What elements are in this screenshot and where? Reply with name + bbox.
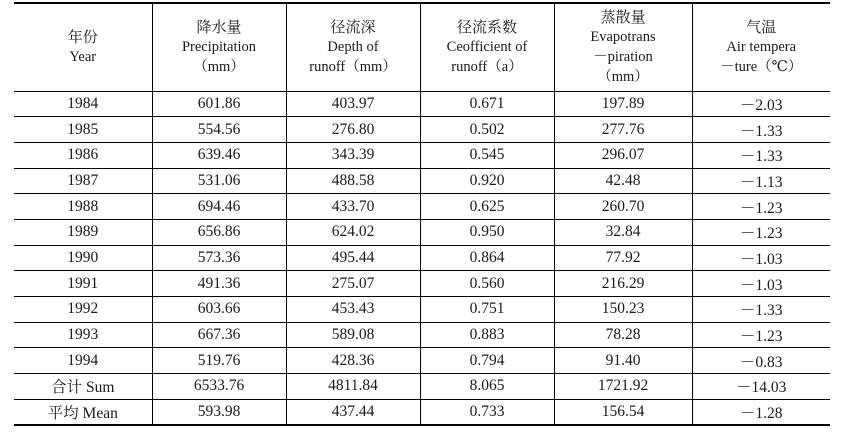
cell-evapotranspiration: 150.23 — [554, 297, 692, 323]
cell-evapotranspiration: 78.28 — [554, 322, 692, 348]
cell-runoff-coefficient: 0.733 — [420, 399, 554, 425]
cell-air-temperature: －1.33 — [692, 117, 830, 143]
cell-air-temperature: －1.13 — [692, 168, 830, 194]
cell-runoff-coefficient: 0.502 — [420, 117, 554, 143]
table-row — [14, 271, 830, 297]
cell-air-temperature: －1.23 — [692, 194, 830, 220]
header-en-line: Precipitation — [181, 39, 257, 56]
cell-air-temperature: －1.33 — [692, 297, 830, 323]
header-en-line: Evapotrans — [590, 29, 656, 46]
cell-air-temperature: －1.23 — [692, 219, 830, 245]
header-en-line: runoff（a） — [451, 59, 523, 76]
header-evapotranspiration — [554, 3, 692, 91]
cell-evapotranspiration: 296.07 — [554, 142, 692, 168]
cell-year: 1984 — [14, 91, 152, 117]
header-runoff-depth — [286, 3, 420, 91]
header-zh: 气温 — [746, 18, 777, 37]
cell-precipitation: 639.46 — [152, 142, 286, 168]
cell-precipitation: 531.06 — [152, 168, 286, 194]
cell-runoff-coefficient: 0.864 — [420, 245, 554, 271]
cell-evapotranspiration: 77.92 — [554, 245, 692, 271]
cell-runoff-depth: 4811.84 — [286, 374, 420, 400]
cell-runoff-depth: 624.02 — [286, 219, 420, 245]
header-zh: 蒸散量 — [600, 8, 646, 27]
cell-year: 1989 — [14, 219, 152, 245]
data-table-container — [14, 2, 830, 426]
header-precipitation — [152, 3, 286, 91]
cell-runoff-depth: 403.97 — [286, 91, 420, 117]
cell-runoff-coefficient: 0.883 — [420, 322, 554, 348]
table-row — [14, 297, 830, 323]
cell-sum-label: 合计 Sum — [14, 374, 152, 400]
table-row — [14, 91, 830, 117]
cell-air-temperature: －14.03 — [692, 374, 830, 400]
header-en-line: （mm） — [597, 69, 649, 86]
cell-air-temperature: －1.03 — [692, 245, 830, 271]
cell-precipitation: 6533.76 — [152, 374, 286, 400]
table-row — [14, 194, 830, 220]
cell-runoff-coefficient: 0.920 — [420, 168, 554, 194]
cell-precipitation: 656.86 — [152, 219, 286, 245]
table-row — [14, 348, 830, 374]
cell-air-temperature: －0.83 — [692, 348, 830, 374]
cell-year: 1993 — [14, 322, 152, 348]
cell-precipitation: 694.46 — [152, 194, 286, 220]
cell-year: 1985 — [14, 117, 152, 143]
cell-year: 1987 — [14, 168, 152, 194]
cell-evapotranspiration: 32.84 — [554, 219, 692, 245]
table-row — [14, 117, 830, 143]
header-zh: 年份 — [67, 28, 98, 47]
cell-evapotranspiration: 197.89 — [554, 91, 692, 117]
header-en-line: Depth of — [327, 39, 379, 56]
cell-year: 1988 — [14, 194, 152, 220]
cell-runoff-coefficient: 0.671 — [420, 91, 554, 117]
header-runoff-coefficient — [420, 3, 554, 91]
cell-precipitation: 667.36 — [152, 322, 286, 348]
table-row — [14, 219, 830, 245]
cell-year: 1992 — [14, 297, 152, 323]
header-year — [14, 3, 152, 91]
cell-air-temperature: －2.03 — [692, 91, 830, 117]
header-row — [14, 3, 830, 91]
cell-runoff-coefficient: 0.751 — [420, 297, 554, 323]
cell-evapotranspiration: 216.29 — [554, 271, 692, 297]
cell-runoff-depth: 433.70 — [286, 194, 420, 220]
cell-evapotranspiration: 42.48 — [554, 168, 692, 194]
cell-evapotranspiration: 260.70 — [554, 194, 692, 220]
table-row — [14, 322, 830, 348]
cell-precipitation: 593.98 — [152, 399, 286, 425]
cell-runoff-depth: 276.80 — [286, 117, 420, 143]
header-air-temperature — [692, 3, 830, 91]
table-row — [14, 168, 830, 194]
header-zh: 径流深 — [330, 18, 376, 37]
cell-runoff-coefficient: 0.560 — [420, 271, 554, 297]
header-zh: 降水量 — [196, 18, 242, 37]
cell-year: 1990 — [14, 245, 152, 271]
cell-runoff-depth: 495.44 — [286, 245, 420, 271]
cell-precipitation: 603.66 — [152, 297, 286, 323]
cell-runoff-coefficient: 0.950 — [420, 219, 554, 245]
header-en-line: Year — [69, 49, 97, 66]
cell-runoff-depth: 488.58 — [286, 168, 420, 194]
cell-runoff-coefficient: 0.545 — [420, 142, 554, 168]
hydrology-table — [14, 2, 830, 426]
header-en-line: －piration — [593, 49, 653, 66]
cell-runoff-depth: 428.36 — [286, 348, 420, 374]
cell-air-temperature: －1.28 — [692, 399, 830, 425]
header-en-line: （mm） — [193, 59, 245, 76]
cell-runoff-depth: 343.39 — [286, 142, 420, 168]
header-en-line: Air tempera — [726, 39, 797, 56]
cell-precipitation: 601.86 — [152, 91, 286, 117]
header-zh: 径流系数 — [456, 18, 517, 37]
cell-air-temperature: －1.23 — [692, 322, 830, 348]
cell-year: 1986 — [14, 142, 152, 168]
cell-year: 1994 — [14, 348, 152, 374]
cell-precipitation: 573.36 — [152, 245, 286, 271]
cell-runoff-coefficient: 0.625 — [420, 194, 554, 220]
cell-runoff-depth: 453.43 — [286, 297, 420, 323]
mean-row — [14, 399, 830, 425]
cell-precipitation: 491.36 — [152, 271, 286, 297]
cell-air-temperature: －1.33 — [692, 142, 830, 168]
cell-runoff-depth: 275.07 — [286, 271, 420, 297]
cell-evapotranspiration: 156.54 — [554, 399, 692, 425]
cell-runoff-depth: 589.08 — [286, 322, 420, 348]
header-en-line: runoff（mm） — [309, 59, 397, 76]
cell-runoff-depth: 437.44 — [286, 399, 420, 425]
header-en-line: Ceofficient of — [446, 39, 528, 56]
sum-row — [14, 374, 830, 400]
cell-precipitation: 519.76 — [152, 348, 286, 374]
cell-evapotranspiration: 277.76 — [554, 117, 692, 143]
table-row — [14, 142, 830, 168]
cell-evapotranspiration: 91.40 — [554, 348, 692, 374]
cell-runoff-coefficient: 8.065 — [420, 374, 554, 400]
cell-evapotranspiration: 1721.92 — [554, 374, 692, 400]
cell-year: 1991 — [14, 271, 152, 297]
table-row — [14, 245, 830, 271]
cell-precipitation: 554.56 — [152, 117, 286, 143]
header-en-line: －ture（℃） — [720, 59, 803, 76]
table-body — [14, 91, 830, 425]
cell-runoff-coefficient: 0.794 — [420, 348, 554, 374]
cell-air-temperature: －1.03 — [692, 271, 830, 297]
cell-mean-label: 平均 Mean — [14, 399, 152, 425]
